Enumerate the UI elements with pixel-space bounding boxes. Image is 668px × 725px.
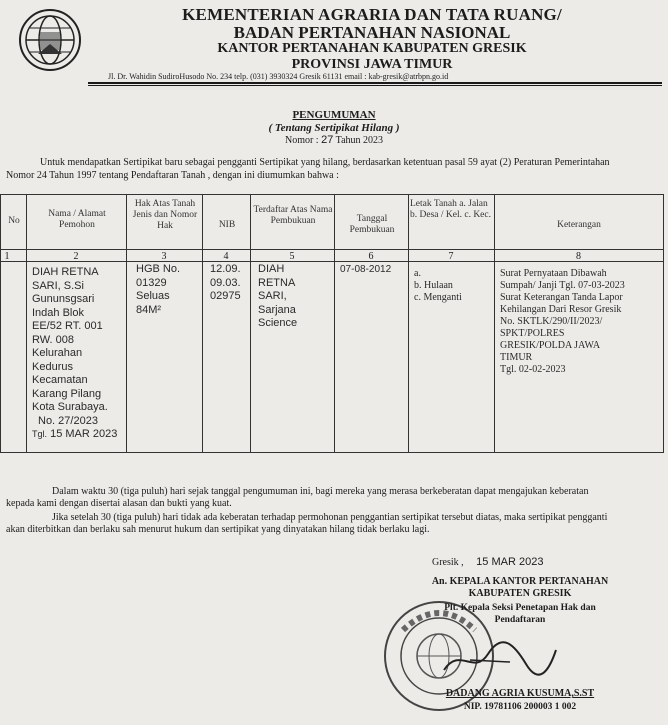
hak-cell xyxy=(136,263,200,317)
stamp-date-label: Tgl. xyxy=(32,429,48,439)
signature-date: 15 MAR 2023 xyxy=(476,556,544,568)
nib-line: 02975 xyxy=(210,290,241,302)
pemohon-line: SARI, S.Si xyxy=(32,279,84,292)
pemohon-line: DIAH RETNA xyxy=(32,266,99,278)
announcement-heading: PENGUMUMAN xyxy=(292,109,376,121)
signature-place-date xyxy=(432,556,543,568)
pemohon-line: Kedurus xyxy=(32,360,73,373)
keterangan-line: Surat Keterangan Tanda Lapor xyxy=(500,292,623,303)
handwritten-signature-icon xyxy=(440,640,560,680)
hak-line: 84M² xyxy=(136,303,162,316)
atas-nama-cell xyxy=(258,263,332,331)
received-stamp-number: No. 27/2023 xyxy=(38,414,98,427)
col-divider xyxy=(408,194,409,453)
letak-cell xyxy=(414,268,492,304)
letak-line: a. xyxy=(414,268,421,279)
header-no: No xyxy=(8,216,20,226)
atas-nama-line: SARI, xyxy=(258,290,287,302)
office-address: Jl. Dr. Wahidin SudiroHusodo No. 234 telp. (031) 3930324 Gresik 61131 email : kab-gresik@atrbpn.go.id xyxy=(108,72,449,81)
pemohon-line: Indah Blok xyxy=(32,306,84,319)
keterangan-line: Kehilangan Dari Resor Gresik xyxy=(500,304,622,315)
table-row xyxy=(32,266,126,442)
tanggal-cell: 07-08-2012 xyxy=(340,264,392,275)
header-hak: Hak Atas Tanah Jenis dan Nomor Hak xyxy=(132,199,198,231)
col-number: 8 xyxy=(576,251,581,262)
table-top-border xyxy=(0,194,664,195)
nib-line: 09.03. xyxy=(210,276,241,289)
letterhead-rule-thin xyxy=(88,85,662,86)
pemohon-line: Kelurahan xyxy=(32,347,83,359)
atas-nama-line: RETNA xyxy=(258,276,296,289)
col-number: 4 xyxy=(223,251,229,262)
col-divider xyxy=(202,194,203,453)
letterhead-rule xyxy=(88,82,662,84)
stamp-date-value: 15 MAR 2023 xyxy=(50,428,118,440)
pemohon-line: Kecamatan xyxy=(32,374,88,386)
letak-line: b. Hulaan xyxy=(414,280,453,291)
province-name: PROVINSI JAWA TIMUR xyxy=(291,57,453,72)
col-number: 5 xyxy=(289,251,295,262)
pemohon-line: EE/52 RT. 001 xyxy=(32,320,103,332)
intro-paragraph: Untuk mendapatkan Sertipikat baru sebagai pengganti Sertipikat yang hilang, berdasarkan ketentuan pasal 59 ayat (2) Peraturan Pemerintahan Nomor 24 Tahun 1997 tentang Pendaftaran Tanah , dengan ini diumumkan bahwa : xyxy=(6,157,610,181)
ministry-line1: KEMENTERIAN AGRARIA DAN TATA RUANG/ xyxy=(182,5,562,24)
header-letak: Letak Tanah a. Jalan b. Desa / Kel. c. Kec. xyxy=(410,199,491,220)
atr-bpn-logo-icon xyxy=(18,8,82,72)
keterangan-line: Tgl. 02-02-2023 xyxy=(500,364,566,375)
col-number: 2 xyxy=(73,251,79,262)
signature-title-3: Plt. Kepala Seksi Penetapan Hak dan xyxy=(444,603,596,613)
signature-title-4: Pendaftaran xyxy=(494,615,546,625)
hak-line: Seluas xyxy=(136,290,170,302)
atas-nama-line: Sarjana xyxy=(258,303,296,316)
col-divider xyxy=(0,194,1,453)
ministry-line2: BADAN PERTANAHAN NASIONAL xyxy=(233,23,511,42)
announcement-subheading: ( Tentang Sertipikat Hilang ) xyxy=(268,122,400,134)
pemohon-line: Karang Pilang xyxy=(32,387,102,400)
keterangan-line: Sumpah/ Janji Tgl. 07-03-2023 xyxy=(500,280,625,291)
signatory-nip: NIP. 19781106 200003 1 002 xyxy=(463,702,577,712)
keterangan-cell xyxy=(500,268,662,376)
col-number: 3 xyxy=(161,251,167,262)
col-divider xyxy=(126,194,127,453)
number-prefix: Nomor : xyxy=(284,135,319,146)
col-divider xyxy=(250,194,251,453)
col-divider xyxy=(334,194,335,453)
keterangan-line: Surat Pernyataan Dibawah xyxy=(500,268,607,279)
closing-paragraph-1: Dalam waktu 30 (tiga puluh) hari sejak tanggal pengumuman ini, bagi mereka yang merasa berkeberatan dapat mengajukan keberatan kepada kami dengan disertai alasan dan bukti yang kuat. xyxy=(6,486,589,509)
signature-place: Gresik , xyxy=(432,557,464,568)
nib-line: 12.09. xyxy=(210,263,241,275)
closing-paragraph-2: Jika setelah 30 (tiga puluh) hari tidak ada keberatan terhadap permohonan penggantian sertipikat tersebut diatas, maka sertipikat pengganti akan diterbitkan dan berlaku sah menurut hukum dan sertipikat yang dinyatakan hilang tidak berlaku lagi. xyxy=(6,512,608,535)
signatory-name: DADANG AGRIA KUSUMA,S.ST xyxy=(445,688,595,699)
col-divider xyxy=(26,194,27,453)
col-divider xyxy=(494,194,495,453)
header-atas-nama: Terdaftar Atas Nama Pembukuan xyxy=(253,205,333,226)
letak-line: c. Menganti xyxy=(414,292,462,303)
keterangan-line: SPKT/POLRES xyxy=(500,328,565,339)
hak-line: HGB No. xyxy=(136,263,181,275)
header-keterangan: Keterangan xyxy=(557,220,601,230)
header-bottom-border xyxy=(0,249,664,250)
announcement-number xyxy=(0,135,668,146)
table-bottom-border xyxy=(0,452,664,453)
header-pemohon: Nama / Alamat Pemohon xyxy=(48,209,106,230)
pemohon-line: Gununsgsari xyxy=(32,293,95,305)
header-nib: NIB xyxy=(218,220,236,230)
signature-title-2: KABUPATEN GRESIK xyxy=(468,588,572,599)
number-value: 27 xyxy=(321,134,334,146)
number-suffix: Tahun 2023 xyxy=(335,135,384,146)
keterangan-line: TIMUR xyxy=(500,352,533,363)
atas-nama-line: Science xyxy=(258,317,298,329)
keterangan-line: GRESIK/POLDA JAWA xyxy=(500,340,601,351)
received-stamp-date xyxy=(32,428,126,442)
col-number: 7 xyxy=(448,251,454,262)
col-divider xyxy=(663,194,664,453)
nib-cell xyxy=(210,263,250,304)
atas-nama-line: DIAH xyxy=(258,263,285,275)
signature-title-1: An. KEPALA KANTOR PERTANAHAN xyxy=(431,576,609,587)
col-number: 6 xyxy=(368,251,374,262)
pemohon-line: RW. 008 xyxy=(32,333,74,346)
header-tanggal: Tanggal Pembukuan xyxy=(349,214,395,235)
pemohon-line: Kota Surabaya. xyxy=(32,401,108,413)
hak-line: 01329 xyxy=(136,276,167,289)
col-number: 1 xyxy=(4,251,10,262)
office-name: KANTOR PERTANAHAN KABUPATEN GRESIK xyxy=(217,41,527,56)
keterangan-line: No. SKTLK/290/II/2023/ xyxy=(500,316,603,327)
